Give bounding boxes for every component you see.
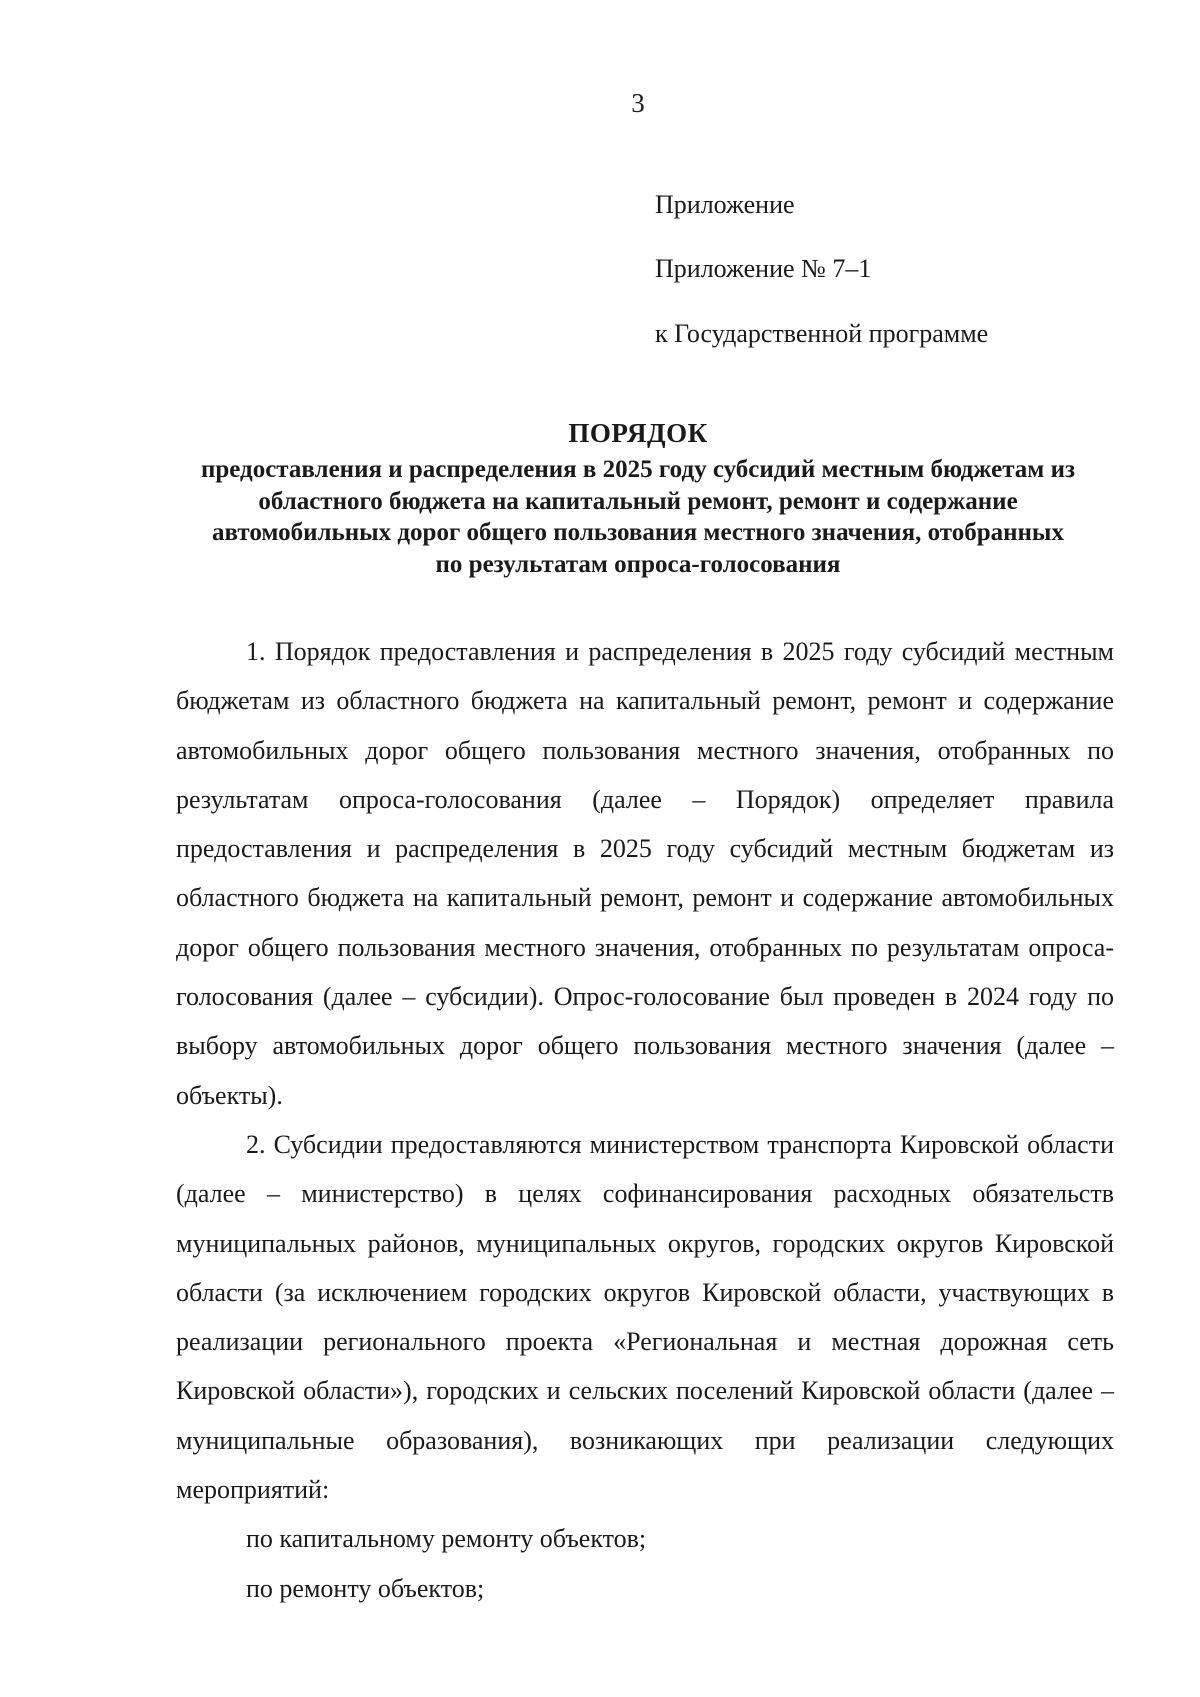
paragraph-1: 1. Порядок предоставления и распределения в 2025 году субсидий местным бюджетам из областного бюджета на капитальный ремонт, ремонт и содержание автомобильных дорог общего пользования местного значения, отобранных по результатам опроса-голосования (далее – Порядок) определяет правила предоставления и распределения в 2025 году субсидий местным бюджетам из областного бюджета на капитальный ремонт, ремонт и содержание автомобильных дорог общего пользования местного значения, отобранных по результатам опроса-голосования (далее – субсидии). Опрос-голосование был проведен в 2024 году по выбору автомобильных дорог общего пользования местного значения (далее – объекты). [176, 637, 1114, 1110]
list-item-capital-repair: по капитальному ремонту объектов; [246, 1524, 647, 1554]
list-item-repair: по ремонту объектов; [246, 1573, 485, 1603]
document-subtitle: предоставления и распределения в 2025 году субсидий местным бюджетам из областного бюджета на капитальный ремонт, ремонт и содержание автомобильных дорог общего пользования местного значения, отобранных по результатам опроса-голосования [200, 456, 1076, 578]
annex-line-2: Приложение № 7–1 [655, 254, 872, 283]
document-title: ПОРЯДОК [568, 418, 708, 448]
page-number: 3 [631, 88, 645, 118]
annex-line-1: Приложение [655, 190, 795, 219]
annex-line-3: к Государственной программе [655, 319, 989, 348]
document-body [176, 627, 1114, 1613]
paragraph-2: 2. Субсидии предоставляются министерством транспорта Кировской области (далее – министерство) в целях софинансирования расходных обязательств муниципальных районов, муниципальных округов, городских округов Кировской области (за исключением городских округов Кировской области, участвующих в реализации регионального проекта «Региональная и местная дорожная сеть Кировской области»), городских и сельских поселений Кировской области (далее – муниципальные образования), возникающих при реализации следующих мероприятий: [176, 1129, 1114, 1505]
